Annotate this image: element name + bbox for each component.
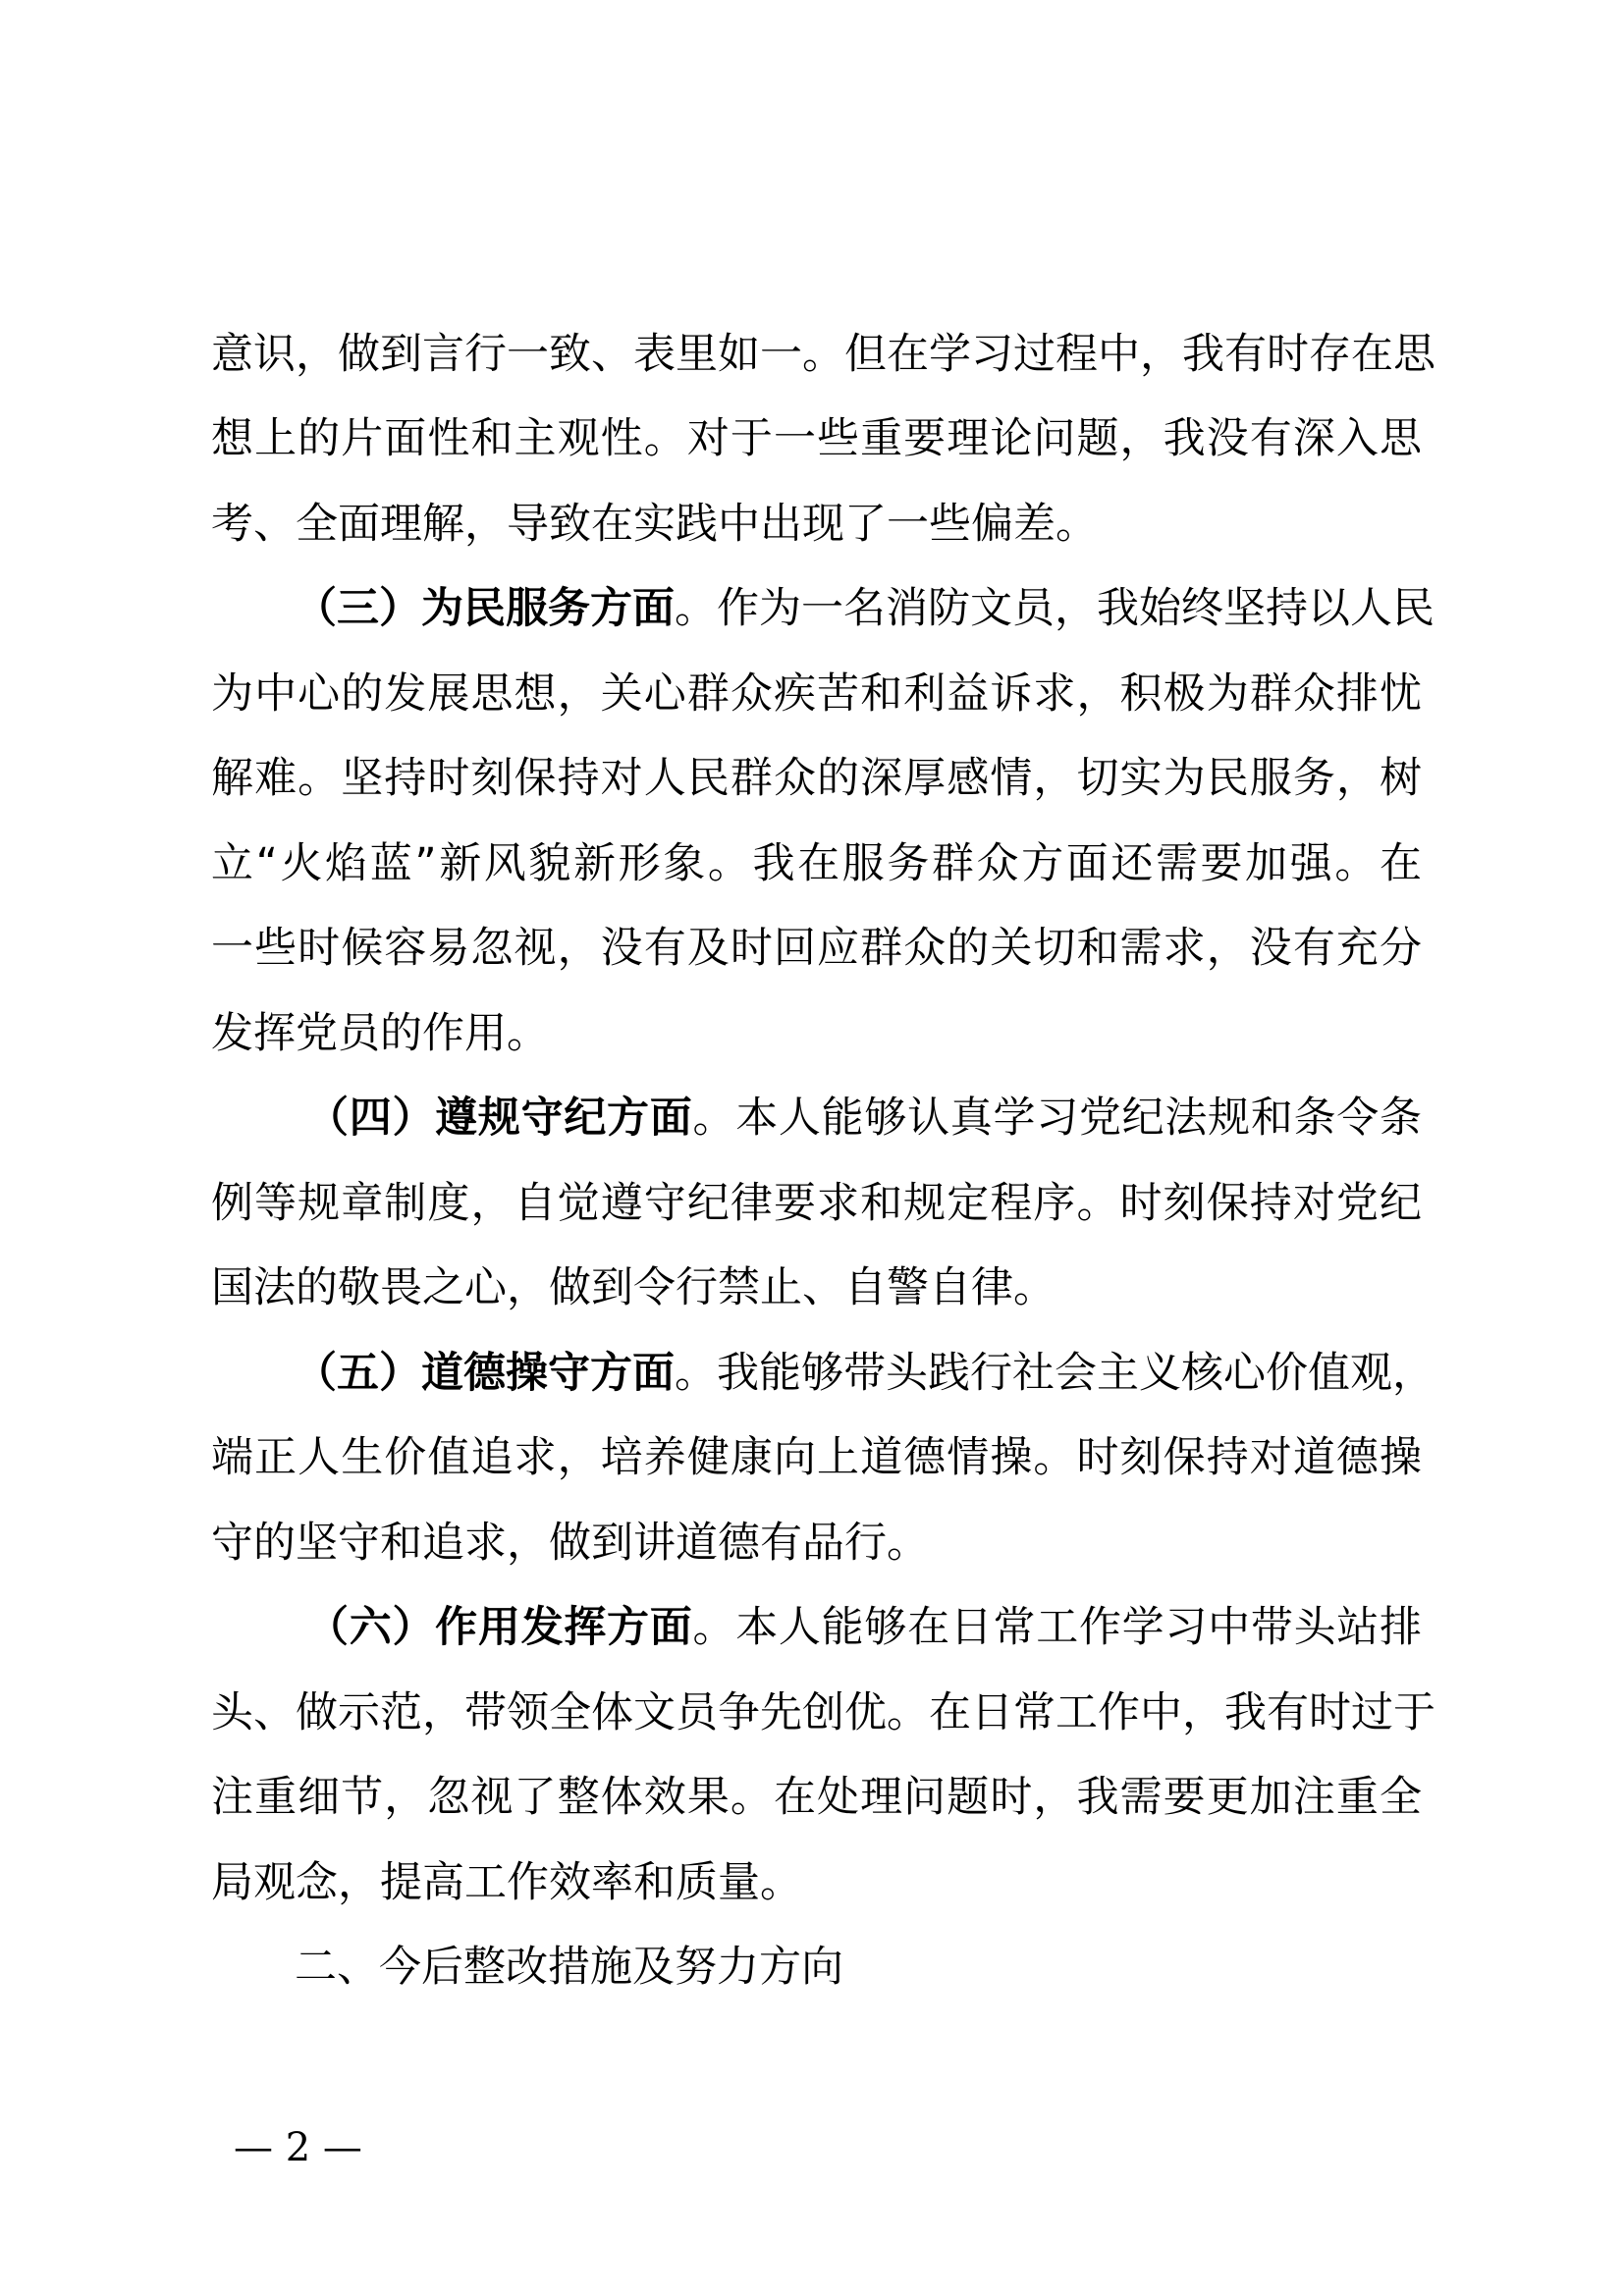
body-line: 发挥党员的作用。 [211, 1009, 549, 1058]
section-text: 。我能够带头践行社会主义核心价值观， [675, 1349, 1435, 1398]
section-text: 。作为一名消防文员，我始终坚持以人民 [675, 584, 1435, 633]
body-line: 守的坚守和追求，做到讲道德有品行。 [211, 1519, 929, 1568]
body-line: 意识，做到言行一致、表里如一。但在学习过程中，我有时存在思 [211, 330, 1435, 379]
section-text: 。本人能够认真学习党纪法规和条令条 [692, 1094, 1423, 1143]
section-heading: （六）作用发挥方面 [306, 1603, 693, 1652]
body-line: 注重细节，忽视了整体效果。在处理问题时，我需要更加注重全 [211, 1773, 1422, 1822]
page-number: — 2 — [234, 2125, 362, 2170]
body-line: 考、全面理解，导致在实践中出现了一些偏差。 [211, 500, 1098, 549]
section-heading: （三）为民服务方面 [295, 584, 675, 633]
chapter-heading: 二、今后整改措施及努力方向 [295, 1943, 843, 1992]
body-line: 例等规章制度，自觉遵守纪律要求和规定程序。时刻保持对党纪 [211, 1179, 1422, 1228]
body-line: 为中心的发展思想，关心群众疾苦和利益诉求，积极为群众排忧 [211, 669, 1422, 719]
section-heading: （五）道德操守方面 [295, 1349, 675, 1398]
body-line: 国法的敬畏之心，做到令行禁止、自警自律。 [211, 1263, 1056, 1312]
section-heading: （四）遵规守纪方面 [306, 1094, 693, 1143]
body-line: 一些时候容易忽视，没有及时回应群众的关切和需求，没有充分 [211, 924, 1422, 973]
section-heading-line [295, 1331, 1435, 1415]
section-text: 。本人能够在日常工作学习中带头站排 [692, 1603, 1423, 1652]
body-line: 端正人生价值追求，培养健康向上道德情操。时刻保持对道德操 [211, 1433, 1422, 1482]
body-line: 立“火焰蓝”新风貌新形象。我在服务群众方面还需要加强。在 [211, 839, 1422, 888]
body-line: 头、做示范，带领全体文员争先创优。在日常工作中，我有时过于 [211, 1688, 1435, 1737]
section-heading-line [306, 1076, 1422, 1160]
body-line: 局观念，提高工作效率和质量。 [211, 1858, 802, 1907]
section-heading-line [306, 1585, 1422, 1670]
section-heading-line [295, 566, 1435, 651]
body-line: 解难。坚持时刻保持对人民群众的深厚感情，切实为民服务，树 [211, 754, 1422, 803]
body-line: 想上的片面性和主观性。对于一些重要理论问题，我没有深入思 [211, 414, 1422, 463]
